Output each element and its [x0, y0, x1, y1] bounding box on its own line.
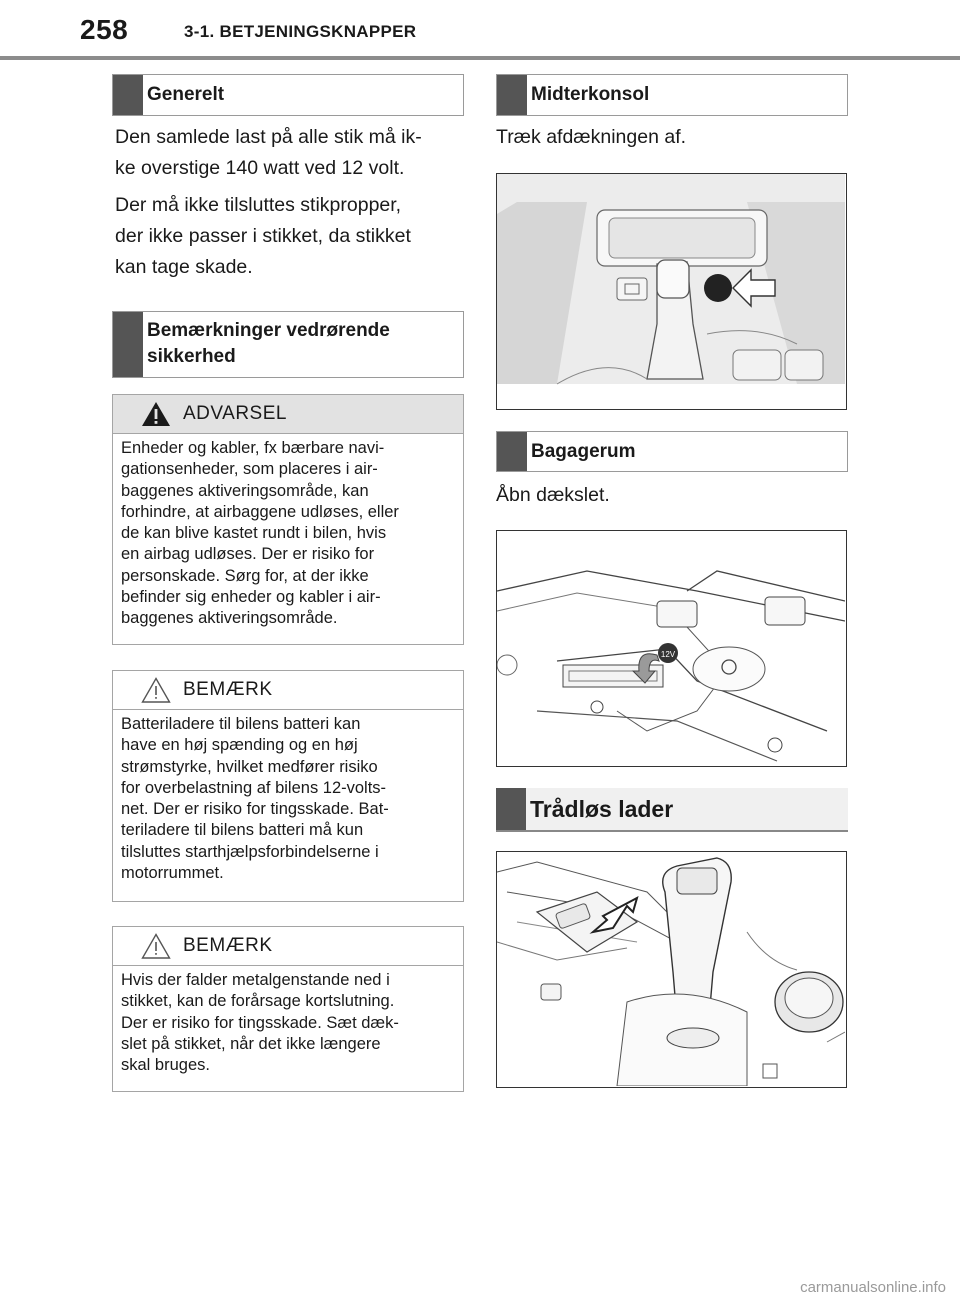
- section-heading-label: Trådløs lader: [530, 796, 674, 822]
- trunk-socket-illustration: [497, 531, 845, 765]
- center-console-illustration: [497, 174, 845, 408]
- section-heading-label: Bagagerum: [531, 440, 636, 462]
- text-line: Batteriladere til bilens batteri kan: [121, 715, 361, 733]
- text-line: forhindre, at airbaggene udløses, eller: [121, 502, 399, 521]
- section-bar: [497, 432, 527, 471]
- note-box: [112, 926, 464, 1092]
- caution-triangle-icon: [141, 677, 171, 708]
- text-line: Den samlede last på alle stik må ik-: [115, 126, 422, 148]
- note-header: [113, 671, 463, 710]
- instruction-bagagerum: Åbn dækslet.: [496, 484, 610, 506]
- section-heading-midterkonsol: [496, 74, 848, 116]
- paragraph-load: [115, 122, 475, 184]
- text-line: ke overstige 140 watt ved 12 volt.: [115, 157, 405, 179]
- text-line: baggenes aktiveringsområde.: [121, 609, 338, 628]
- text-line: kan tage skade.: [115, 256, 253, 278]
- header-rule: [0, 56, 960, 60]
- wireless-charger-illustration: [497, 852, 845, 1086]
- text-line: Enheder og kabler, fx bærbare navi-: [121, 439, 385, 457]
- note-header: [113, 927, 463, 966]
- text-line: Der er risiko for tingsskade. Sæt dæk-: [121, 1013, 399, 1032]
- text-line: gationsenheder, som placeres i air-: [121, 460, 378, 479]
- text-line: motorrummet.: [121, 864, 224, 883]
- text-line: for overbelastning af bilens 12-volts-: [121, 778, 387, 797]
- heading-line: sikkerhed: [147, 346, 236, 367]
- section-bar: [113, 312, 143, 377]
- heading-line: Bemærkninger vedrørende: [147, 320, 390, 341]
- note-body: [113, 710, 463, 884]
- text-line: befinder sig enheder og kabler i air-: [121, 588, 381, 607]
- note-body: [113, 966, 463, 1076]
- text-line: tilsluttes starthjælpsforbindelserne i: [121, 842, 379, 861]
- paragraph-plugs: [115, 190, 475, 283]
- text-line: der ikke passer i stikket, da stikket: [115, 225, 411, 247]
- text-line: teriladere til bilens batteri må kun: [121, 821, 364, 840]
- watermark: carmanualsonline.info: [800, 1279, 946, 1296]
- text-line: personskade. Sørg for, at der ikke: [121, 566, 369, 585]
- note-title: BEMÆRK: [183, 679, 273, 700]
- note-title: BEMÆRK: [183, 935, 273, 956]
- section-heading-label: [147, 318, 390, 377]
- section-bar: [497, 75, 527, 115]
- section-bar: [496, 788, 526, 830]
- section-heading-bagagerum: [496, 431, 848, 472]
- text-line: slet på stikket, når det ikke længere: [121, 1034, 381, 1053]
- caution-triangle-icon: [141, 933, 171, 964]
- text-line: net. Der er risiko for tingsskade. Bat-: [121, 800, 389, 819]
- page-number: 258: [80, 14, 129, 45]
- section-heading-lader: [496, 788, 848, 832]
- figure-wireless-charger: [496, 851, 847, 1088]
- text-line: Hvis der falder metalgenstande ned i: [121, 971, 390, 989]
- text-line: de kan blive kastet rundt i bilen, hvis: [121, 524, 387, 543]
- text-line: strømstyrke, hvilket medfører risiko: [121, 757, 378, 776]
- instruction-midterkonsol: Træk afdækningen af.: [496, 126, 687, 148]
- note-box: [112, 670, 464, 902]
- warning-box: [112, 394, 464, 645]
- figure-center-console: [496, 173, 847, 410]
- text-line: Der må ikke tilsluttes stikpropper,: [115, 194, 402, 216]
- text-line: have en høj spænding og en høj: [121, 736, 358, 755]
- section-bar: [113, 75, 143, 115]
- warning-body: [113, 434, 463, 630]
- section-heading-label: Generelt: [147, 84, 225, 105]
- text-line: stikket, kan de forårsage kortslutning.: [121, 992, 395, 1011]
- text-line: baggenes aktiveringsområde, kan: [121, 481, 369, 500]
- section-heading-label: Midterkonsol: [531, 84, 650, 105]
- text-line: en airbag udløses. Der er risiko for: [121, 545, 375, 564]
- warning-triangle-icon: [141, 401, 171, 432]
- section-heading-safety: [112, 311, 464, 378]
- section-heading-generelt: [112, 74, 464, 116]
- warning-header: [113, 395, 463, 434]
- warning-title: ADVARSEL: [183, 403, 287, 424]
- text-line: skal bruges.: [121, 1056, 210, 1075]
- socket-label: 12V: [660, 650, 676, 659]
- chapter-title: 3-1. BETJENINGSKNAPPER: [184, 22, 417, 41]
- figure-trunk-socket: [496, 530, 847, 767]
